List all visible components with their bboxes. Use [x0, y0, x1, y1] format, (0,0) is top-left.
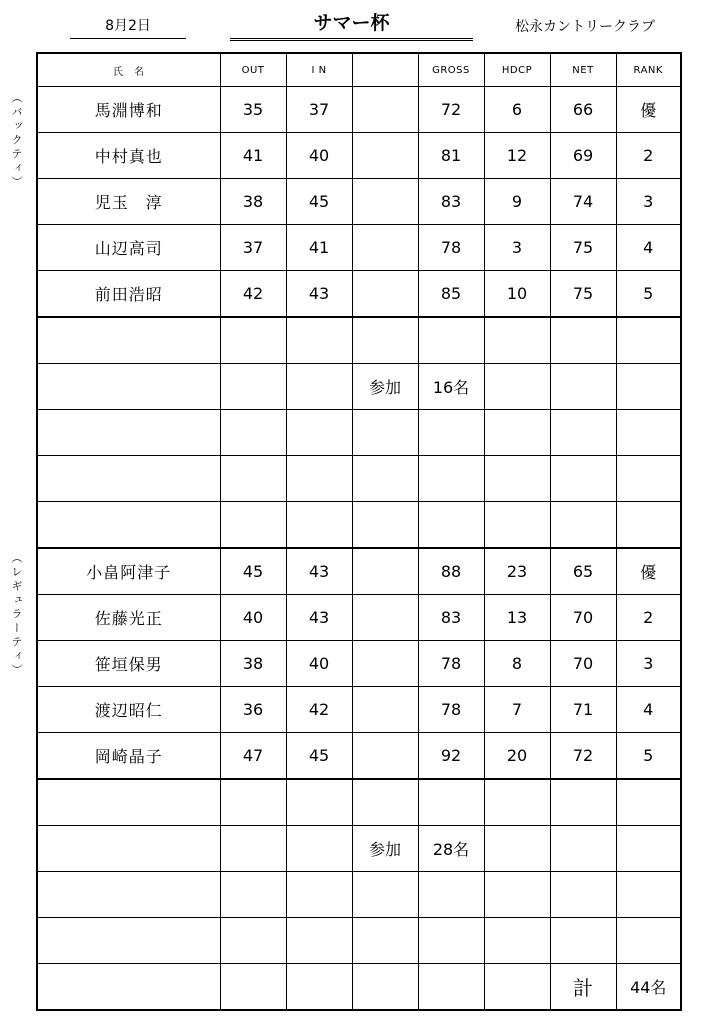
blank-cell [352, 548, 418, 595]
hdcp-value: 23 [484, 548, 550, 595]
player-name: 小畠阿津子 [37, 548, 220, 595]
col-in: I N [286, 53, 352, 87]
in-score: 40 [286, 133, 352, 179]
total-row [37, 964, 681, 1011]
table-row [37, 733, 681, 780]
blank-cell [352, 687, 418, 733]
gross-score: 78 [418, 687, 484, 733]
event-title: サマー杯 [230, 8, 473, 41]
table-row [37, 133, 681, 179]
net-score: 70 [550, 641, 616, 687]
in-score: 42 [286, 687, 352, 733]
empty-row [37, 918, 681, 964]
col-name: 氏 名 [37, 53, 220, 87]
out-score: 40 [220, 595, 286, 641]
in-score: 37 [286, 87, 352, 133]
in-score: 45 [286, 733, 352, 780]
empty-row [37, 456, 681, 502]
net-score: 75 [550, 271, 616, 318]
empty-row [37, 872, 681, 918]
gross-score: 83 [418, 179, 484, 225]
out-score: 38 [220, 641, 286, 687]
participation-row [37, 364, 681, 410]
gross-score: 83 [418, 595, 484, 641]
rank-value: 4 [616, 225, 681, 271]
table-row [37, 271, 681, 318]
gross-score: 78 [418, 225, 484, 271]
empty-row [37, 317, 681, 364]
player-name: 岡崎晶子 [37, 733, 220, 780]
hdcp-value: 9 [484, 179, 550, 225]
col-net: NET [550, 53, 616, 87]
in-score: 43 [286, 595, 352, 641]
out-score: 36 [220, 687, 286, 733]
event-date: 8月2日 [70, 14, 186, 39]
net-score: 74 [550, 179, 616, 225]
gross-score: 78 [418, 641, 484, 687]
out-score: 37 [220, 225, 286, 271]
blank-cell [352, 87, 418, 133]
gross-score: 88 [418, 548, 484, 595]
rank-value: 優 [616, 548, 681, 595]
back-tee-label: （バックティ） [10, 92, 23, 190]
blank-cell [352, 133, 418, 179]
empty-row [37, 410, 681, 456]
table-row [37, 548, 681, 595]
out-score: 45 [220, 548, 286, 595]
total-label: 計 [550, 964, 616, 1011]
rank-value: 優 [616, 87, 681, 133]
participation-label: 参加 [352, 364, 418, 410]
table-row [37, 225, 681, 271]
rank-value: 5 [616, 733, 681, 780]
regular-tee-label: （レギュラーティ） [10, 552, 23, 678]
rank-value: 2 [616, 133, 681, 179]
hdcp-value: 7 [484, 687, 550, 733]
net-score: 72 [550, 733, 616, 780]
net-score: 71 [550, 687, 616, 733]
hdcp-value: 12 [484, 133, 550, 179]
gross-score: 92 [418, 733, 484, 780]
out-score: 41 [220, 133, 286, 179]
hdcp-value: 13 [484, 595, 550, 641]
blank-cell [352, 733, 418, 780]
blank-cell [352, 271, 418, 318]
club-name: 松永カントリークラブ [515, 19, 655, 35]
hdcp-value: 20 [484, 733, 550, 780]
rank-value: 2 [616, 595, 681, 641]
out-score: 47 [220, 733, 286, 780]
blank-cell [352, 641, 418, 687]
participation-count: 28名 [418, 826, 484, 872]
in-score: 45 [286, 179, 352, 225]
player-name: 渡辺昭仁 [37, 687, 220, 733]
in-score: 43 [286, 271, 352, 318]
empty-row [37, 779, 681, 826]
col-rank: RANK [616, 53, 681, 87]
blank-cell [352, 225, 418, 271]
hdcp-value: 10 [484, 271, 550, 318]
hdcp-value: 8 [484, 641, 550, 687]
rank-value: 5 [616, 271, 681, 318]
participation-row [37, 826, 681, 872]
net-score: 70 [550, 595, 616, 641]
participation-count: 16名 [418, 364, 484, 410]
out-score: 38 [220, 179, 286, 225]
player-name: 前田浩昭 [37, 271, 220, 318]
table-row [37, 87, 681, 133]
table-row [37, 687, 681, 733]
table-row [37, 641, 681, 687]
out-score: 42 [220, 271, 286, 318]
player-name: 中村真也 [37, 133, 220, 179]
rank-value: 3 [616, 179, 681, 225]
participation-label: 参加 [352, 826, 418, 872]
gross-score: 72 [418, 87, 484, 133]
net-score: 65 [550, 548, 616, 595]
empty-row [37, 502, 681, 549]
col-gross: GROSS [418, 53, 484, 87]
net-score: 69 [550, 133, 616, 179]
in-score: 40 [286, 641, 352, 687]
net-score: 75 [550, 225, 616, 271]
table-row [37, 595, 681, 641]
out-score: 35 [220, 87, 286, 133]
col-hdcp: HDCP [484, 53, 550, 87]
player-name: 笹垣保男 [37, 641, 220, 687]
results-table [36, 52, 682, 1011]
rank-value: 3 [616, 641, 681, 687]
player-name: 馬淵博和 [37, 87, 220, 133]
player-name: 佐藤光正 [37, 595, 220, 641]
blank-cell [352, 179, 418, 225]
player-name: 山辺高司 [37, 225, 220, 271]
hdcp-value: 3 [484, 225, 550, 271]
header-row [37, 53, 681, 87]
net-score: 66 [550, 87, 616, 133]
gross-score: 81 [418, 133, 484, 179]
hdcp-value: 6 [484, 87, 550, 133]
col-out: OUT [220, 53, 286, 87]
in-score: 43 [286, 548, 352, 595]
blank-cell [352, 595, 418, 641]
gross-score: 85 [418, 271, 484, 318]
in-score: 41 [286, 225, 352, 271]
col-blank [352, 53, 418, 87]
rank-value: 4 [616, 687, 681, 733]
player-name: 児玉 淳 [37, 179, 220, 225]
total-count: 44名 [616, 964, 681, 1011]
table-row [37, 179, 681, 225]
